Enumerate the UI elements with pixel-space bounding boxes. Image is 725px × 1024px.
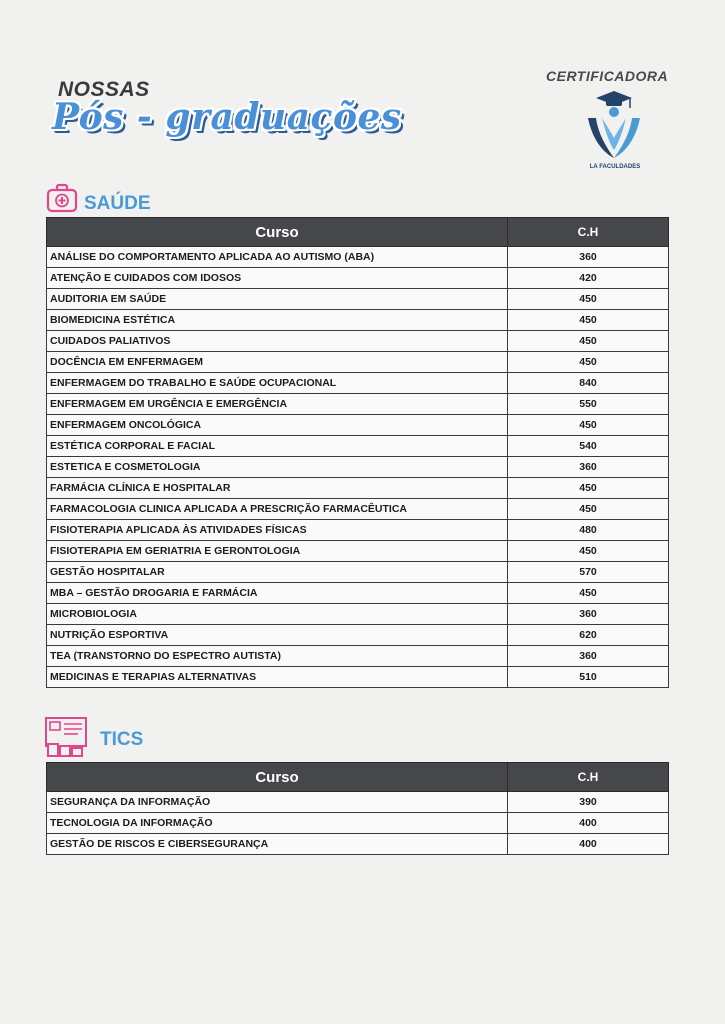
course-name-cell: MICROBIOLOGIA [47,604,508,625]
course-name-cell: FISIOTERAPIA EM GERIATRIA E GERONTOLOGIA [47,541,508,562]
table-row [47,394,669,415]
course-hours-cell: 450 [508,499,669,520]
course-name-cell: ENFERMAGEM ONCOLÓGICA [47,415,508,436]
header-kicker: NOSSAS [58,78,150,101]
table-row [47,834,669,855]
table-header-row [47,763,669,792]
column-header-hours: C.H [508,763,669,792]
course-hours-cell: 550 [508,394,669,415]
course-name-cell: GESTÃO DE RISCOS E CIBERSEGURANÇA [47,834,508,855]
course-name-cell: FARMÁCIA CLÍNICA E HOSPITALAR [47,478,508,499]
course-name-cell: CUIDADOS PALIATIVOS [47,331,508,352]
medical-kit-icon [46,183,78,213]
table-row [47,520,669,541]
course-hours-cell: 540 [508,436,669,457]
saude-course-table [46,217,669,688]
course-hours-cell: 450 [508,478,669,499]
course-hours-cell: 360 [508,646,669,667]
course-hours-cell: 360 [508,457,669,478]
course-hours-cell: 840 [508,373,669,394]
table-row [47,813,669,834]
table-row [47,436,669,457]
column-header-hours: C.H [508,218,669,247]
course-name-cell: FARMACOLOGIA CLINICA APLICADA A PRESCRIÇÃO FARMACÊUTICA [47,499,508,520]
column-header-course: Curso [47,763,508,792]
presentation-board-icon [44,716,88,758]
course-hours-cell: 450 [508,583,669,604]
course-name-cell: ESTÉTICA CORPORAL E FACIAL [47,436,508,457]
course-name-cell: DOCÊNCIA EM ENFERMAGEM [47,352,508,373]
course-name-cell: AUDITORIA EM SAÚDE [47,289,508,310]
page-title: Pós - graduações [52,96,402,138]
course-name-cell: MEDICINAS E TERAPIAS ALTERNATIVAS [47,667,508,688]
table-row [47,583,669,604]
course-name-cell: FISIOTERAPIA APLICADA ÀS ATIVIDADES FÍSICAS [47,520,508,541]
course-name-cell: ANÁLISE DO COMPORTAMENTO APLICADA AO AUTISMO (ABA) [47,247,508,268]
course-hours-cell: 480 [508,520,669,541]
course-hours-cell: 450 [508,541,669,562]
table-row [47,331,669,352]
table-row [47,478,669,499]
certifier-label: CERTIFICADORA [546,68,669,84]
course-hours-cell: 390 [508,792,669,813]
table-row [47,268,669,289]
course-hours-cell: 450 [508,289,669,310]
course-name-cell: ATENÇÃO E CUIDADOS COM IDOSOS [47,268,508,289]
course-hours-cell: 450 [508,415,669,436]
course-hours-cell: 450 [508,310,669,331]
table-row [47,247,669,268]
course-hours-cell: 450 [508,331,669,352]
course-name-cell: MBA – GESTÃO DROGARIA E FARMÁCIA [47,583,508,604]
course-name-cell: TECNOLOGIA DA INFORMAÇÃO [47,813,508,834]
course-hours-cell: 400 [508,813,669,834]
certifier-logo-text: LA FACULDADES [589,164,641,170]
table-row [47,415,669,436]
course-hours-cell: 450 [508,352,669,373]
table-row [47,792,669,813]
table-row [47,310,669,331]
section-title-saude: SAÚDE [84,193,151,214]
graduation-cap-logo-icon [582,88,646,164]
course-name-cell: TEA (TRANSTORNO DO ESPECTRO AUTISTA) [47,646,508,667]
table-row [47,289,669,310]
course-hours-cell: 400 [508,834,669,855]
course-name-cell: SEGURANÇA DA INFORMAÇÃO [47,792,508,813]
table-row [47,373,669,394]
table-row [47,562,669,583]
table-row [47,646,669,667]
column-header-course: Curso [47,218,508,247]
section-title-tics: TICS [100,729,144,750]
course-hours-cell: 360 [508,604,669,625]
table-row [47,604,669,625]
course-hours-cell: 510 [508,667,669,688]
course-hours-cell: 360 [508,247,669,268]
table-row [47,541,669,562]
course-hours-cell: 570 [508,562,669,583]
table-row [47,667,669,688]
course-name-cell: ENFERMAGEM DO TRABALHO E SAÚDE OCUPACIONAL [47,373,508,394]
table-row [47,457,669,478]
table-row [47,352,669,373]
course-name-cell: ENFERMAGEM EM URGÊNCIA E EMERGÊNCIA [47,394,508,415]
tics-course-table [46,762,669,855]
course-name-cell: BIOMEDICINA ESTÉTICA [47,310,508,331]
table-row [47,625,669,646]
course-name-cell: GESTÃO HOSPITALAR [47,562,508,583]
table-header-row [47,218,669,247]
course-name-cell: ESTETICA E COSMETOLOGIA [47,457,508,478]
course-name-cell: NUTRIÇÃO ESPORTIVA [47,625,508,646]
course-hours-cell: 420 [508,268,669,289]
table-row [47,499,669,520]
course-hours-cell: 620 [508,625,669,646]
